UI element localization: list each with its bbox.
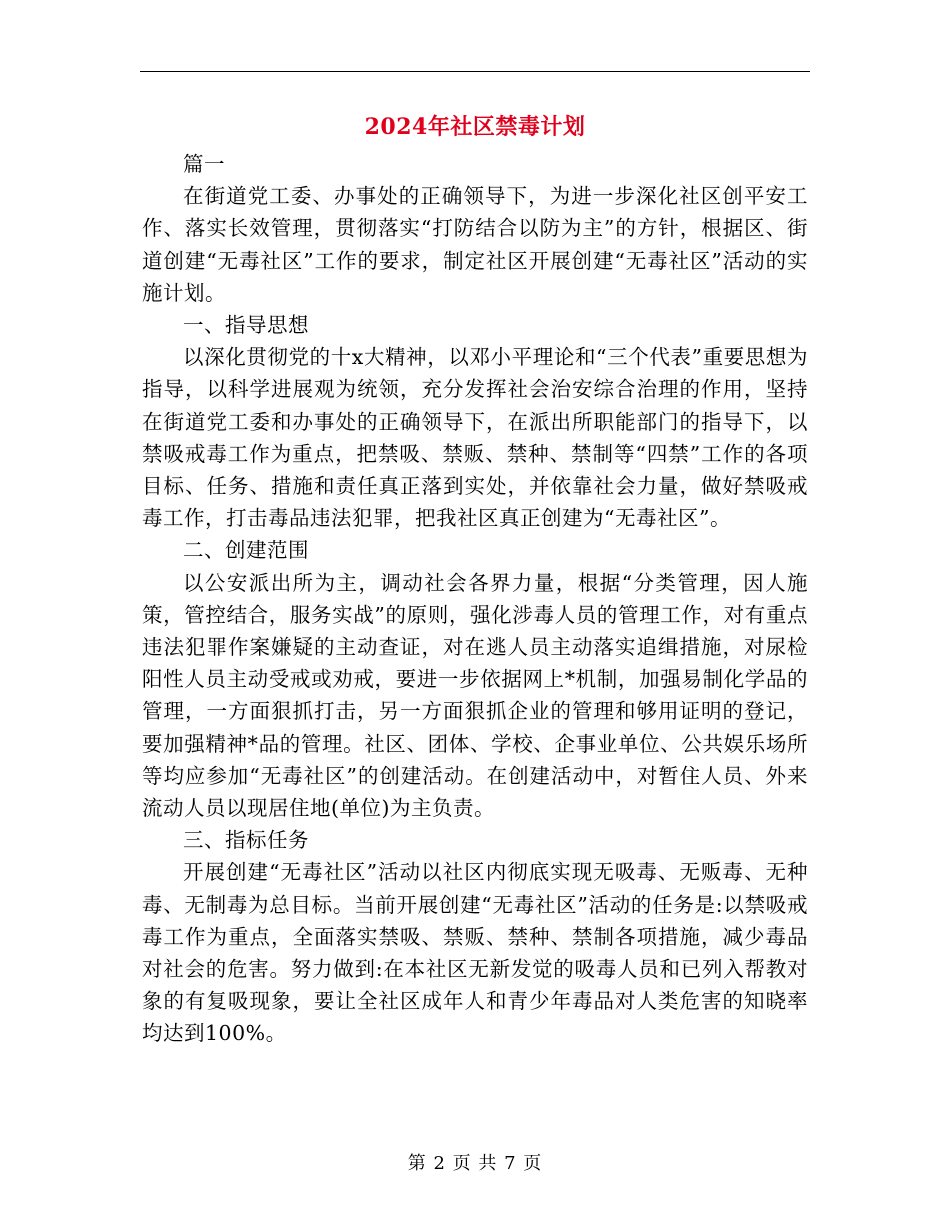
document-body	[142, 148, 808, 1050]
section-paragraph-guiding-ideology: 以深化贯彻党的十x大精神，以邓小平理论和“三个代表”重要思想为指导，以科学进展观为统领，充分发挥社会治安综合治理的作用，坚持在街道党工委和办事处的正确领导下，在派出所职能部门的指导下，以禁吸戒毒工作为重点，把禁吸、禁贩、禁种、禁制等“四禁”工作的各项目标、任务、措施和责任真正落到实处，并依靠社会力量，做好禁吸戒毒工作，打击毒品违法犯罪，把我社区真正创建为“无毒社区”。	[142, 345, 808, 531]
section-paragraph-scope: 以公安派出所为主，调动社会各界力量，根据“分类管理，因人施策，管控结合，服务实战”的原则，强化涉毒人员的管理工作，对有重点违法犯罪作案嫌疑的主动查证，对在逃人员主动落实追缉措施，对尿检阳性人员主动受戒或劝戒，要进一步依据网上*机制，加强易制化学品的管理，一方面狠抓打击，另一方面狠抓企业的管理和够用证明的登记，要加强精神*品的管理。社区、团体、学校、企事业单位、公共娱乐场所等均应参加“无毒社区”的创建活动。在创建活动中，对暂住人员、外来流动人员以现居住地(单位)为主负责。	[142, 570, 808, 821]
section-paragraph-targets: 开展创建“无毒社区”活动以社区内彻底实现无吸毒、无贩毒、无种毒、无制毒为总目标。当前开展创建“无毒社区”活动的任务是:以禁吸戒毒工作为重点，全面落实禁吸、禁贩、禁种、禁制各项措施，减少毒品对社会的危害。努力做到:在本社区无新发觉的吸毒人员和已列入帮教对象的有复吸现象，要让全社区成年人和青少年毒品对人类危害的知晓率均达到100%。	[142, 860, 808, 1046]
section-heading-targets: 三、指标任务	[183, 828, 309, 853]
header-rule	[140, 71, 810, 72]
section-label: 篇一	[183, 152, 225, 176]
section-heading-scope: 二、创建范围	[183, 538, 309, 563]
document-title: 2024年社区禁毒计划	[364, 114, 586, 140]
section-heading-guiding-ideology: 一、指导思想	[183, 313, 309, 338]
page-indicator: 第 2 页 共 7 页	[407, 1153, 543, 1174]
intro-paragraph: 在街道党工委、办事处的正确领导下，为进一步深化社区创平安工作、落实长效管理，贯彻落实“打防结合以防为主”的方针，根据区、街道创建“无毒社区”工作的要求，制定社区开展创建“无毒社区”活动的实施计划。	[142, 184, 808, 305]
